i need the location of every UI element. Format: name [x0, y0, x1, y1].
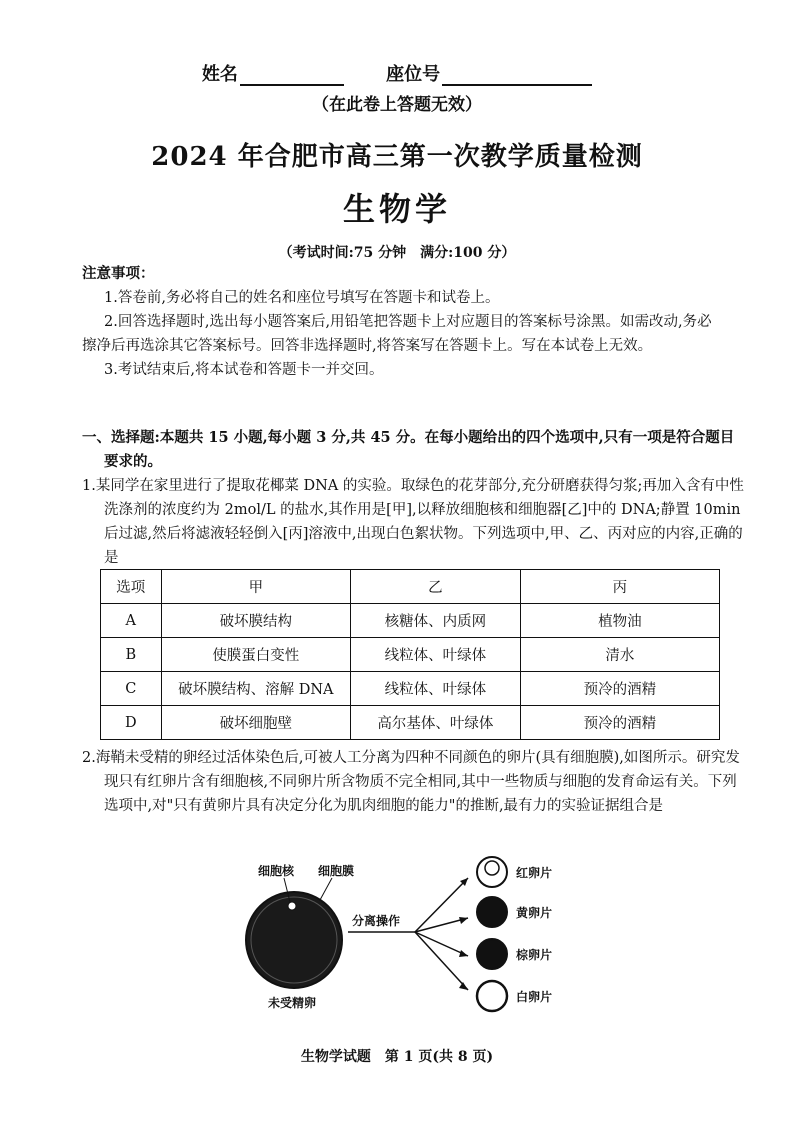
table-cell: 预冷的酒精: [520, 706, 719, 740]
table-cell: 预冷的酒精: [520, 672, 719, 706]
invalid-answer-notice: （在此卷上答题无效）: [312, 95, 482, 115]
arrowhead-yellow: [459, 917, 468, 924]
option-letter: D: [101, 706, 162, 740]
page-footer: 生物学试题 第 1 页(共 8 页): [300, 1049, 494, 1065]
option-letter: B: [101, 638, 162, 672]
option-letter: A: [101, 604, 162, 638]
arrowhead-white: [459, 982, 468, 990]
option-letter: C: [101, 672, 162, 706]
table-cell: 线粒体、叶绿体: [351, 672, 521, 706]
name-field[interactable]: [202, 60, 344, 86]
exam-time-score: （考试时间:75 分钟 满分:100 分）: [278, 245, 516, 261]
arrow-to-red: [415, 878, 468, 932]
table-cell: 高尔基体、叶绿体: [351, 706, 521, 740]
table-cell: 使膜蛋白变性: [161, 638, 351, 672]
white-fragment-label: 白卵片: [516, 990, 553, 1004]
table-header-cell: 选项: [101, 570, 162, 604]
table-row[interactable]: [101, 672, 720, 706]
table-cell: 植物油: [520, 604, 719, 638]
nucleus-label: 细胞核: [258, 864, 295, 878]
yellow-fragment-shape: [477, 897, 507, 927]
table-cell: 破坏膜结构、溶解 DNA: [161, 672, 351, 706]
instruction-item: 1.答卷前,务必将自己的姓名和座位号填写在答题卡和试卷上。: [104, 290, 500, 306]
candidate-info-line: [0, 60, 794, 86]
red-fragment-nucleus: [485, 861, 499, 875]
yellow-fragment-label: 黄卵片: [516, 906, 553, 920]
unfertilized-egg-label: 未受精卵: [268, 996, 317, 1010]
question-1-stem: 1.某同学在家里进行了提取花椰菜 DNA 的实验。取绿色的花芽部分,充分研磨获得匀浆;再加入含有中性洗涤剂的浓度约为 2mol/L 的盐水,其作用是[甲],以释放细胞核和细胞器[乙]中的 DNA;静置 10min 后过滤,然后将滤液轻轻倒入[丙]溶液中,出现白色絮状物。下列选项中,甲、乙、丙对应的内容,正确的是: [82, 478, 744, 566]
instructions: [82, 262, 722, 382]
brown-fragment-shape: [477, 939, 507, 969]
instructions-heading: 注意事项：: [82, 265, 155, 282]
table-row[interactable]: [101, 604, 720, 638]
brown-fragment-label: 棕卵片: [516, 948, 553, 962]
section-heading: 一、选择题:本题共 15 小题,每小题 3 分,共 45 分。在每小题给出的四个选项中,只有一项是符合题目要求的。: [82, 429, 735, 470]
membrane-label: 细胞膜: [318, 864, 355, 878]
seat-blank[interactable]: [442, 66, 592, 86]
white-fragment-shape: [477, 981, 507, 1011]
table-header-cell: 甲: [161, 570, 351, 604]
table-header-cell: 丙: [520, 570, 719, 604]
question-1-options-table: [100, 569, 720, 740]
table-cell: 线粒体、叶绿体: [351, 638, 521, 672]
table-cell: 破坏细胞壁: [161, 706, 351, 740]
table-header-row: [101, 570, 720, 604]
arrow-to-brown: [415, 932, 468, 956]
name-blank[interactable]: [240, 66, 344, 86]
egg-separation-diagram: [230, 850, 590, 1020]
seat-field[interactable]: [386, 60, 592, 86]
table-header-cell: 乙: [351, 570, 521, 604]
table-row[interactable]: [101, 638, 720, 672]
separation-operation-label: 分离操作: [352, 914, 401, 928]
arrowhead-brown: [459, 950, 468, 957]
table-cell: 清水: [520, 638, 719, 672]
table-row[interactable]: [101, 706, 720, 740]
instruction-item: 3.考试结束后,将本试卷和答题卡一并交回。: [104, 362, 384, 378]
name-label: 姓名: [201, 64, 238, 85]
red-fragment-label: 红卵片: [516, 866, 553, 880]
instruction-item: 2.回答选择题时,选出每小题答案后,用铅笔把答题卡上对应题目的答案标号涂黑。如需改动,务必擦净后再选涂其它答案标号。回答非选择题时,将答案写在答题卡上。写在本试卷上无效。: [82, 314, 712, 354]
arrow-to-white: [415, 932, 468, 990]
egg-nucleus-shape: [288, 902, 296, 910]
membrane-pointer-line: [320, 878, 332, 900]
table-cell: 核糖体、内质网: [351, 604, 521, 638]
subject-title: 生物学: [342, 190, 451, 228]
exam-title: 2024 年合肥市高三第一次教学质量检测: [151, 142, 643, 172]
question-2-stem: 2.海鞘未受精的卵经过活体染色后,可被人工分离为四种不同颜色的卵片(具有细胞膜),如图所示。研究发现只有红卵片含有细胞核,不同卵片所含物质不完全相同,其中一些物质与细胞的发育命运有关。下列选项中,对"只有黄卵片具有决定分化为肌肉细胞的能力"的推断,最有力的实验证据组合是: [82, 750, 740, 814]
seat-label: 座位号: [386, 64, 441, 85]
table-cell: 破坏膜结构: [161, 604, 351, 638]
